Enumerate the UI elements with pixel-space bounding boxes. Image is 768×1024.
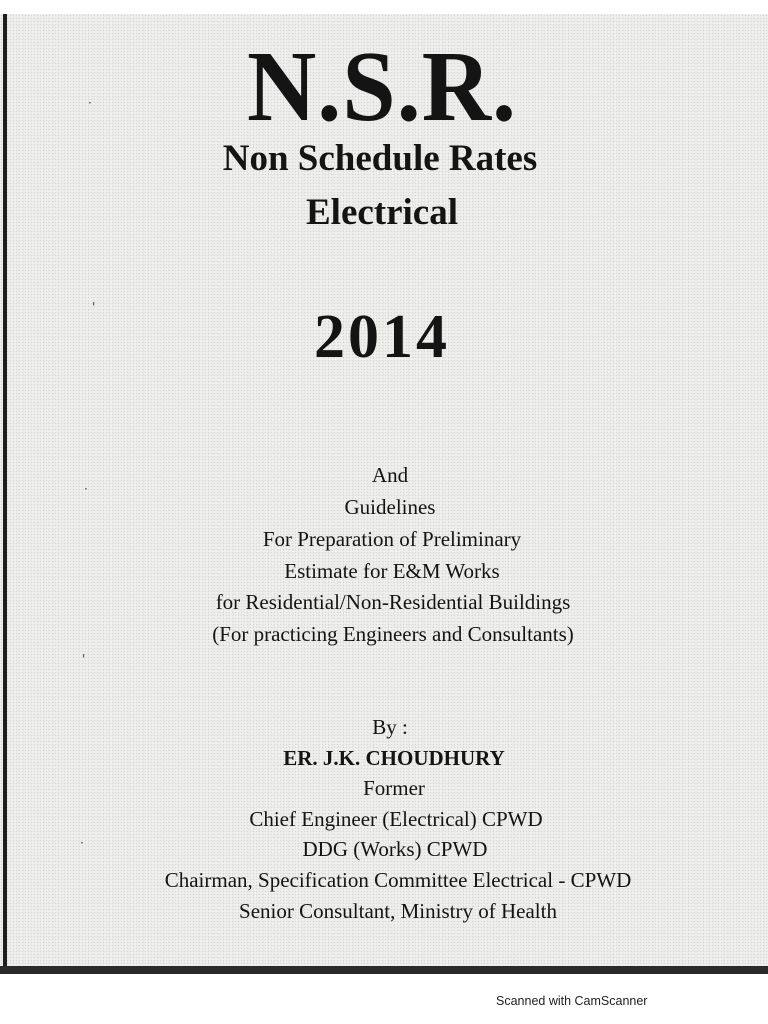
author-credential: Chairman, Specification Committee Electrical - CPWD [164, 868, 632, 892]
scan-speck: · [80, 836, 84, 850]
author-credential: Former [363, 776, 425, 800]
by-label: By : [372, 715, 408, 739]
author-credential: DDG (Works) CPWD [302, 837, 488, 861]
edition-year: 2014 [314, 303, 450, 371]
document-subtitle: Non Schedule Rates [222, 138, 538, 179]
document-subtitle-discipline: Electrical [305, 192, 459, 233]
author-credential: Senior Consultant, Ministry of Health [239, 899, 557, 923]
guidelines-line: For Preparation of Preliminary [262, 527, 522, 551]
guidelines-line: (For practicing Engineers and Consultants) [212, 622, 574, 646]
author-name: ER. J.K. CHOUDHURY [283, 746, 505, 770]
guidelines-line: Guidelines [344, 495, 436, 519]
guidelines-line: And [371, 463, 409, 487]
guidelines-line: for Residential/Non-Residential Buildings [215, 590, 571, 614]
document-title: N.S.R. [246, 29, 518, 143]
scan-speck: · [88, 96, 92, 110]
guidelines-line: Estimate for E&M Works [284, 559, 500, 583]
scanner-watermark: Scanned with CamScanner [496, 994, 648, 1008]
author-credential: Chief Engineer (Electrical) CPWD [249, 807, 543, 831]
scan-speck: ' [82, 652, 86, 666]
scan-speck: ' [92, 300, 96, 314]
scan-speck: · [84, 482, 88, 496]
page-bottom-edge-shadow [0, 966, 768, 974]
